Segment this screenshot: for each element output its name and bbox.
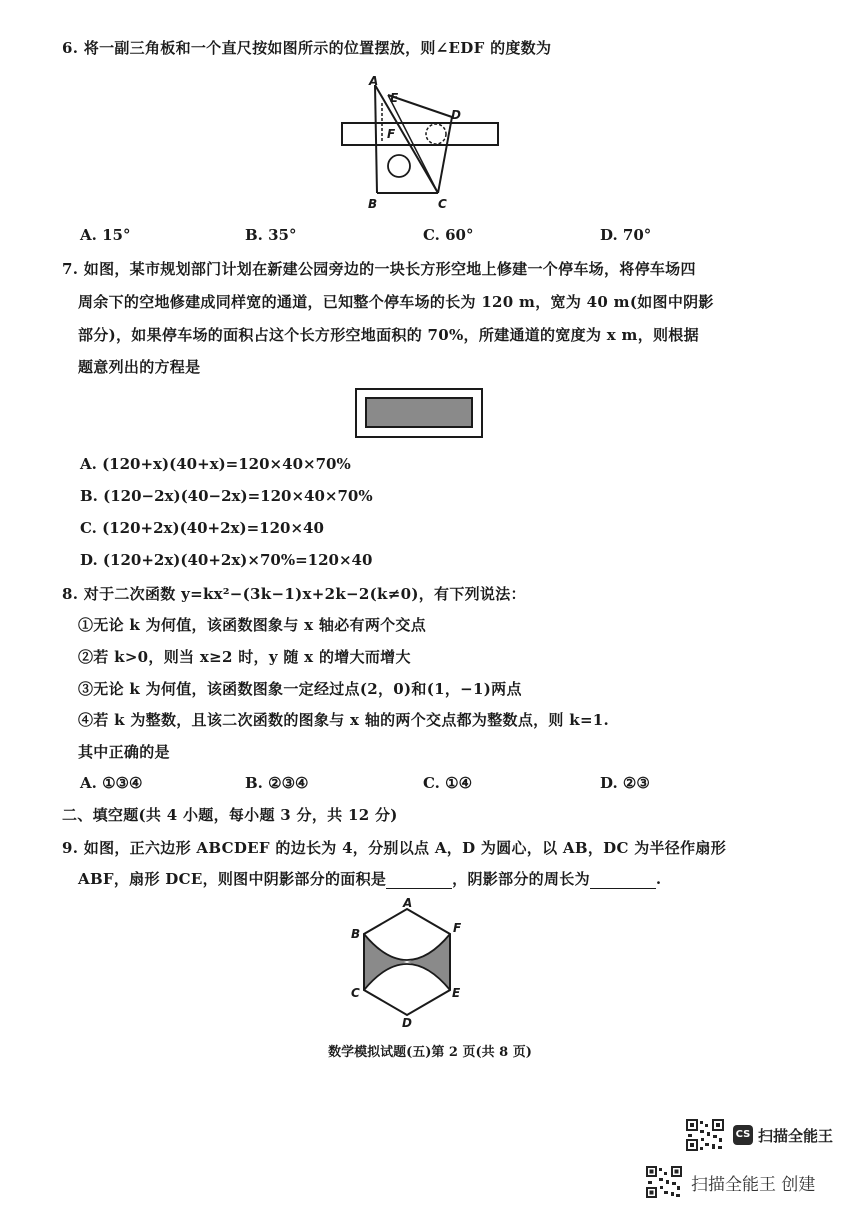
section-heading: 二、填空题(共 4 小题，每小题 3 分，共 12 分) [62,806,398,824]
qr-code-icon-bottom [645,1165,683,1199]
q6-label-d: D [451,108,461,122]
q7-line-1: 7. 如图，某市规划部门计划在新建公园旁边的一块长方形空地上修建一个停车场，将停车场四 [62,260,696,278]
q6-stem: 6. 将一副三角板和一个直尺按如图所示的位置摆放，则∠EDF 的度数为 [62,39,552,57]
q8-statement-1: ①无论 k 为何值，该函数图象与 x 轴必有两个交点 [78,616,427,634]
q6-figure [330,75,510,215]
q8-option-b: B. ②③④ [245,774,309,792]
q7-option-c: C. (120+2x)(40+2x)=120×40 [80,519,324,537]
q9-line-1: 9. 如图，正六边形 ABCDEF 的边长为 4，分别以点 A，D 为圆心，以 AB，DC 为半径作扇形 [62,839,727,857]
q8-option-d: D. ②③ [600,774,650,792]
qr-code-icon [685,1118,725,1152]
q9-label-b: B [351,927,361,941]
q6-option-b: B. 35° [245,226,297,244]
q6-option-a: A. 15° [80,226,131,244]
q8-statement-2: ②若 k>0，则当 x≥2 时，y 随 x 的增大而增大 [78,648,411,666]
q9-line-2-text-c: . [655,870,662,888]
q8-statement-4: ④若 k 为整数，且该二次函数的图象与 x 轴的两个交点都为整数点，则 k=1. [78,711,610,729]
q6-label-e: E [390,91,399,105]
q7-option-b: B. (120−2x)(40−2x)=120×40×70% [80,487,373,505]
q9-figure [345,896,470,1028]
q9-label-c: C [351,986,360,1000]
q9-label-d: D [402,1016,412,1028]
q6-label-c: C [438,197,447,211]
q9-label-a: A [403,896,413,910]
q6-option-c: C. 60° [423,226,474,244]
q6-label-a: A [369,75,379,88]
q8-statement-3: ③无论 k 为何值，该函数图象一定经过点(2，0)和(1，−1)两点 [78,680,522,698]
q9-line-2-text-a: ABF，扇形 DCE，则图中阴影部分的面积是 [78,870,387,888]
watermark-brand-text: 扫描全能王 [758,1126,834,1145]
q8-stem: 8. 对于二次函数 y=kx²−(3k−1)x+2k−2(k≠0)，有下列说法： [62,585,526,603]
q7-figure [355,388,483,438]
watermark-bottom [645,1165,815,1199]
q7-line-2: 周余下的空地修建成同样宽的通道，已知整个停车场的长为 120 m，宽为 40 m(如图中阴影 [78,293,714,311]
q9-label-e: E [452,986,461,1000]
cs-logo-icon: CS [733,1125,753,1145]
q9-line-2 [78,869,661,889]
q9-line-2-text-b: ，阴影部分的周长为 [452,870,590,888]
q9-answer-blank-area[interactable] [386,872,452,889]
q7-option-a: A. (120+x)(40+x)=120×40×70% [80,455,351,473]
q7-line-3: 部分)，如果停车场的面积占这个长方形空地面积的 70%，所建通道的宽度为 x m，则根据 [78,326,699,344]
q6-option-d: D. 70° [600,226,652,244]
q8-prompt: 其中正确的是 [78,743,170,761]
page-footer: 数学模拟试题(五)第 2 页(共 8 页) [328,1045,532,1060]
q7-line-4: 题意列出的方程是 [78,358,201,376]
q9-label-f: F [453,921,462,935]
q9-answer-blank-perimeter[interactable] [590,872,656,889]
watermark-brand [685,1118,833,1152]
q8-option-c: C. ①④ [423,774,473,792]
watermark-bottom-text: 扫描全能王 创建 [691,1174,816,1195]
q6-label-b: B [368,197,378,211]
q7-option-d: D. (120+2x)(40+2x)×70%=120×40 [80,551,373,569]
q8-option-a: A. ①③④ [80,774,143,792]
q6-label-f: F [387,127,396,141]
